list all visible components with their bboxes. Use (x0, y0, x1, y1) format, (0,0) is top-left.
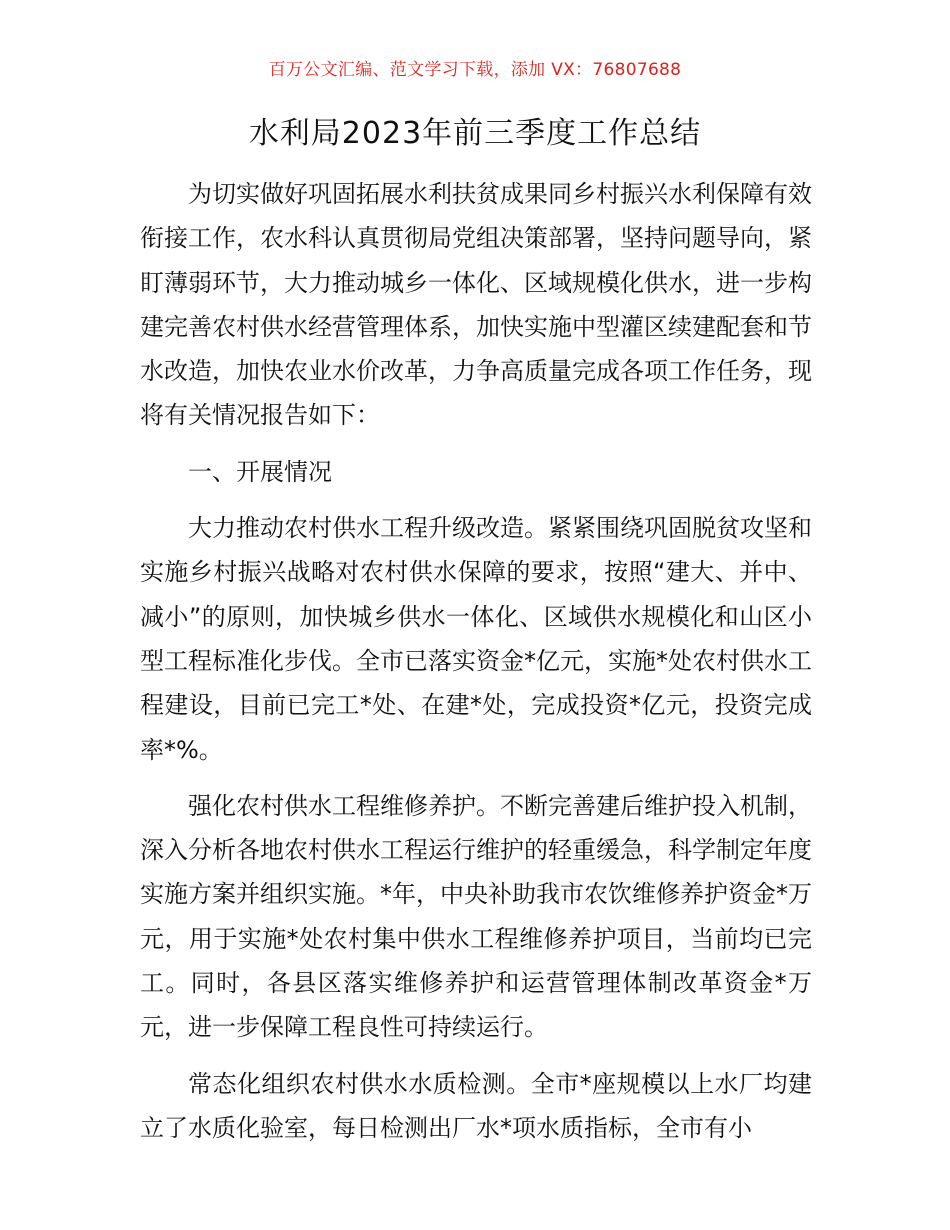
document-body (140, 172, 812, 1162)
header-banner: 百万公文汇编、范文学习下载，添加 VX：76807688 (268, 60, 682, 80)
intro-paragraph: 为切实做好巩固拓展水利扶贫成果同乡村振兴水利保障有效衔接工作，农水科认真贯彻局党组决策部署，坚持问题导向，紧盯薄弱环节，大力推动城乡一体化、区域规模化供水，进一步构建完善农村供水经营管理体系，加快实施中型灌区续建配套和节水改造，加快农业水价改革，力争高质量完成各项工作任务，现将有关情况报告如下： (140, 180, 812, 430)
body-paragraph: 常态化组织农村供水水质检测。全市*座规模以上水厂均建立了水质化验室，每日检测出厂水*项水质指标，全市有小 (140, 1069, 812, 1142)
body-paragraph: 强化农村供水工程维修养护。不断完善建后维护投入机制，深入分析各地农村供水工程运行维护的轻重缓急，科学制定年度实施方案并组织实施。*年，中央补助我市农饮维修养护资金*万元，用于实施*处农村集中供水工程维修养护项目，当前均已完工。同时，各县区落实维修养护和运营管理体制改革资金*万元，进一步保障工程良性可持续运行。 (140, 791, 812, 1042)
body-paragraph: 大力推动农村供水工程升级改造。紧紧围绕巩固脱贫攻坚和实施乡村振兴战略对农村供水保障的要求，按照“建大、并中、减小”的原则，加快城乡供水一体化、区域供水规模化和山区小型工程标准化步伐。全市已落实资金*亿元，实施*处农村供水工程建设，目前已完工*处、在建*处，完成投资*亿元，投资完成率*%。 (140, 514, 812, 764)
section-heading: 一、开展情况 (188, 457, 332, 486)
document-title: 水利局2023年前三季度工作总结 (248, 116, 702, 151)
